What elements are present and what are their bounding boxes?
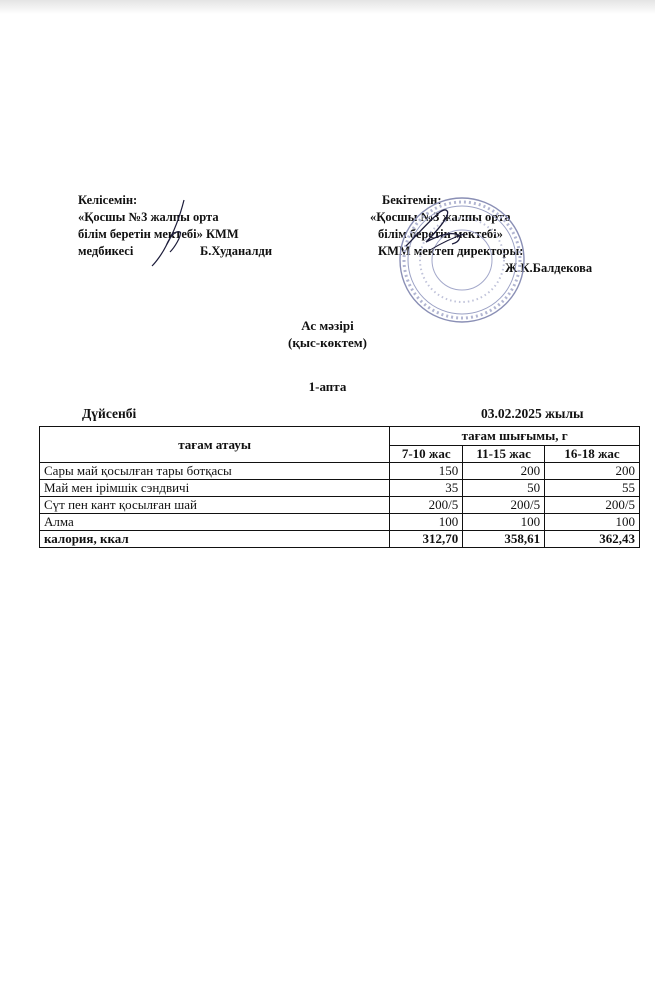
total-calories: 362,43 [545,531,640,548]
age-group-header: 11-15 жас [463,446,545,463]
table-row [40,497,640,514]
total-calories: 358,61 [463,531,545,548]
age-group-header: 7-10 жас [390,446,463,463]
col-dish-name: тағам атауы [40,427,390,463]
approval-line-3: КММ мектеп директоры: [378,244,524,258]
menu-week: 1-апта [308,379,347,394]
menu-season: (қыс-көктем) [288,335,367,350]
agreement-heading: Келісемін: [78,193,138,207]
dish-yield: 55 [545,480,640,497]
approval-line-1: «Қосшы №3 жалпы орта [370,210,511,224]
dish-yield: 35 [390,480,463,497]
total-label: калория, ккал [40,531,390,548]
dish-name: Май мен ірімшік сэндвичі [40,480,390,497]
menu-title: Ас мәзірі [301,318,354,333]
dish-yield: 100 [463,514,545,531]
dish-yield: 150 [390,463,463,480]
dish-yield: 200 [545,463,640,480]
table-total-row [40,531,640,548]
nurse-signature-icon [140,196,200,268]
menu-table [39,426,640,548]
table-header-row [40,427,640,446]
dish-yield: 200/5 [390,497,463,514]
dish-name: Сүт пен кант қосылған шай [40,497,390,514]
agreement-line-2: білім беретін мектебі» КММ [78,227,239,241]
dish-yield: 50 [463,480,545,497]
agreement-role: медбикесі [78,244,134,258]
dish-yield: 100 [390,514,463,531]
dish-yield: 200/5 [545,497,640,514]
dish-yield: 200/5 [463,497,545,514]
day-of-week: Дүйсенбі [82,406,137,421]
age-group-header: 16-18 жас [545,446,640,463]
approval-name: Ж.К.Балдекова [505,261,593,275]
total-calories: 312,70 [390,531,463,548]
scan-edge [0,0,655,14]
table-row [40,480,640,497]
dish-yield: 200 [463,463,545,480]
dish-name: Алма [40,514,390,531]
dish-name: Сары май қосылған тары ботқасы [40,463,390,480]
table-row [40,514,640,531]
dish-yield: 100 [545,514,640,531]
col-yield: тағам шығымы, г [390,427,640,446]
agreement-line-1: «Қосшы №3 жалпы орта [78,210,219,224]
table-row [40,463,640,480]
approval-line-2: білім беретін мектебі» [378,227,503,241]
agreement-name: Б.Худаналди [200,244,273,258]
menu-date: 03.02.2025 жылы [481,406,584,421]
approval-heading: Бекітемін: [382,193,442,207]
director-signature-icon [400,198,470,254]
